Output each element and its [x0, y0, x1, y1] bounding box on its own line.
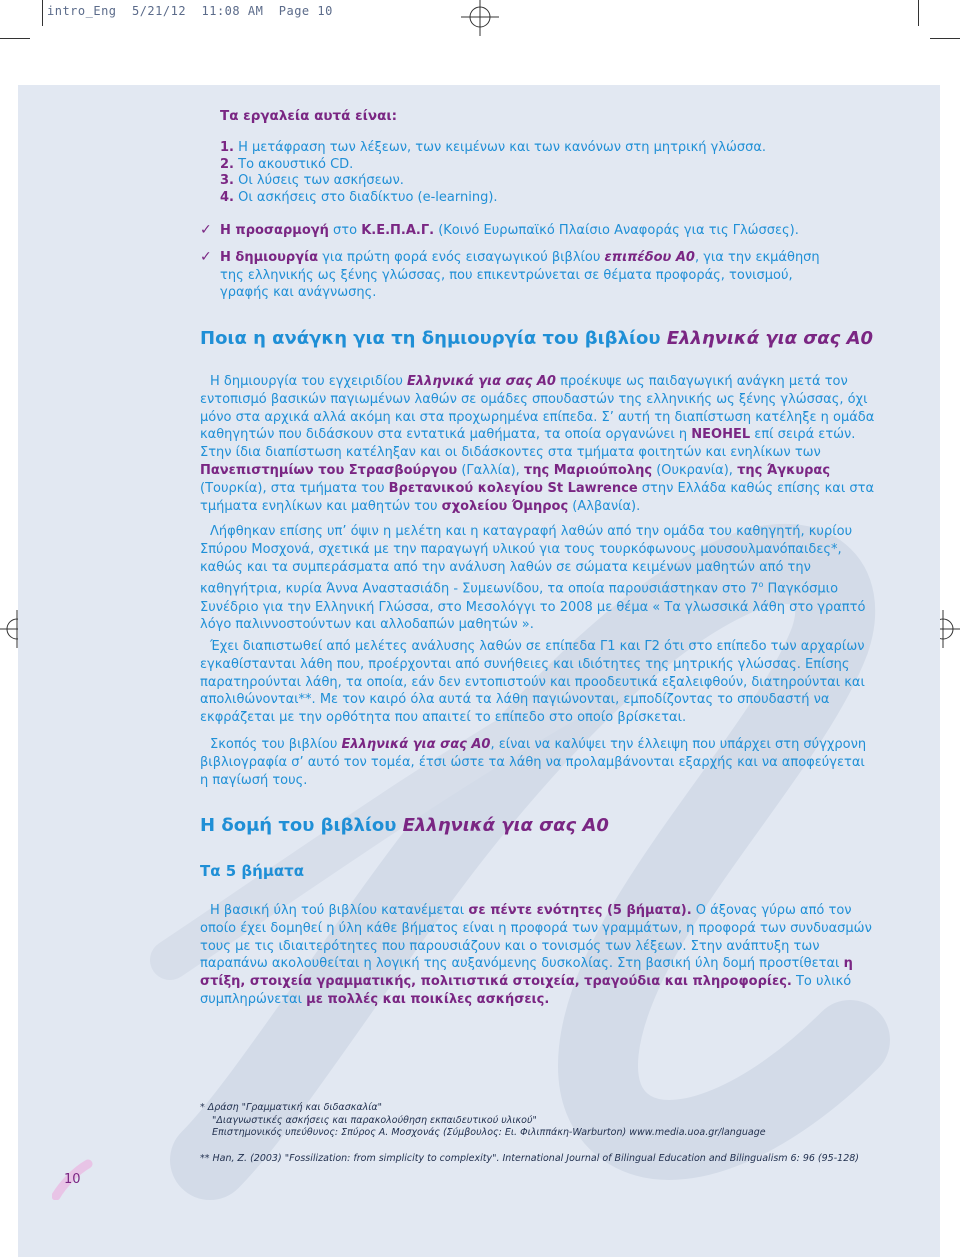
print-slug: intro_Eng 5/21/12 11:08 AM Page 10 — [47, 4, 333, 18]
checkmark-icon: ✓ — [200, 249, 212, 265]
list-text: Οι λύσεις των ασκήσεων. — [238, 173, 404, 188]
list-text: Το ακουστικό CD. — [238, 156, 354, 172]
list-item — [220, 157, 766, 174]
check-item-creation — [200, 249, 840, 302]
crop-mark — [0, 38, 30, 39]
crop-mark — [930, 38, 960, 39]
paragraph-errors: Έχει διαπιστωθεί από μελέτες ανάλυσης λαθών σε επίπεδα Γ1 και Γ2 ότι στο επίπεδο των αρχαρίων εγκαθίστανται λάθη που, προέρχονται από συνήθειες και ιδιότητες της μητρικής γλώσσας. Επίσης παρατηρούνται λάθη, τα οποία, εάν δεν εντοπιστούν και προοδευτικά εξαλειφθούν, διατηρούνται και απολιθώνονται**. Με τον καιρό όλα αυτά τα λάθη παγιώνονται, εμποδίζοντας το σπουδαστή να εκφράζεται με την ορθότητα που απαιτεί το επίπεδο στο οποίο βρίσκεται. — [200, 639, 865, 726]
footnote-1-line-3: Επιστημονικός υπεύθυνος: Σπύρος Α. Μοσχονάς (Σύμβουλος: Ει. Φιλιππάκη-Warburton) www.media.uoa.gr/language — [212, 1127, 766, 1138]
list-number: 3. — [220, 173, 234, 188]
paragraph-origin: Η δημιουργία του εγχειριδίου Ελληνικά για σας Α0 προέκυψε ως παιδαγωγική ανάγκη μετά τον εντοπισμό βασικών παγιωμένων λαθών σε ομάδες σπουδαστών της ελληνικής ως ξένης γλώσσας, όχι μόνο στα αρχικά αλλά ακόμη και στα προχωρημένα επίπεδα. Σ’ αυτή τη διαπίστωση κατέληξε η ομάδα καθηγητών που διδάσκουν στα εντατικά μαθήματα, τα οποία οργανώνει η NEOHEL επί σειρά ετών. Στην ίδια διαπίστωση κατέληξαν και οι διδάσκοντες στα τμήματα φοιτητών και ενηλίκων των Πανεπιστημίων του Στρασβούργου (Γαλλία), της Μαριούπολης (Ουκρανία), της Άγκυρας (Τουρκία), στα τμήματα του Βρετανικού κολεγίου St Lawrence στην Ελλάδα καθώς επίσης και στα τμήματα ενηλίκων και μαθητών του σχολείου Όμηρος (Αλβανία). — [200, 374, 875, 514]
list-item — [220, 190, 766, 207]
tools-list — [220, 140, 766, 206]
registration-mark-icon — [461, 0, 499, 36]
paragraph-studies: Λήφθηκαν επίσης υπ’ όψιν η μελέτη και η καταγραφή λαθών από την ομάδα του καθηγητή, κυρίου Σπύρου Μοσχονά, σχετικά με την παραγωγή υλικού για τους τουρκόφωνους μουσουλμανόπαιδες*, καθώς και τα συμπεράσματα από την ανάλυση λαθών σε σώματα κειμένων μαθητών από την καθηγήτρια, κυρία Άννα Αναστασιάδη - Συμεωνίδου, τα οποία παρουσιάστηκαν στο $7^o$ Παγκόσμιο Συνέδριο για την Ελληνική Γλώσσα, στο Μεσολόγγι το 2008 με θέμα « Τα γλωσσικά λάθη στο γραπτό λόγο παλιννοστούντων και αλλοδαπών μαθητών ». — [200, 524, 866, 633]
tools-heading: Τα εργαλεία αυτά είναι: — [220, 108, 398, 124]
crop-mark — [42, 0, 43, 26]
footnote-1: * Δράση "Γραμματική και διδασκαλία" — [200, 1102, 383, 1113]
check-item-adaptation — [200, 222, 860, 240]
list-item — [220, 173, 766, 190]
list-text: Η μετάφραση των λέξεων, των κειμένων και των κανόνων στη μητρική γλώσσα. — [238, 140, 767, 155]
check-text: Η προσαρμογή στο Κ.Ε.Π.Α.Γ. (Κοινό Ευρωπαϊκό Πλαίσιο Αναφοράς για τις Γλώσσες). — [220, 223, 799, 238]
paragraph-purpose: Σκοπός του βιβλίου Ελληνικά για σας Α0, είναι να καλύψει την έλλειψη που υπάρχει στη σύγχρονη βιβλιογραφία σ’ αυτό τον τομέα, έτσι ώστε τα λάθη να προλαμβάνονται εξαρχής και να αποφεύγεται η παγίωσή τους. — [200, 737, 867, 788]
crop-mark — [918, 0, 919, 26]
page-number: 10 — [64, 1172, 81, 1187]
list-number: 4. — [220, 189, 234, 205]
paragraph-structure: Η βασική ύλη τού βιβλίου κατανέμεται σε πέντε ενότητες (5 βήματα). Ο άξονας γύρω από τον οποίο έχει δομηθεί η ύλη κάθε βήματος είναι η προφορά των γραμμάτων, η προφορά των συνδυασμών τους με τις ιδιαιτερότητες που παρουσιάζουν και ο τονισμός των λέξεων. Στην ανάπτυξη των παραπάνω ακολουθείται η λογική της αυξανόμενης δυσκολίας. Στη βασική ύλη δομή προστίθεται η στίξη, στοιχεία γραμματικής, πολιτιστικά στοιχεία, τραγούδια και πληροφορίες. Το υλικό συμπληρώνεται με πολλές και ποικίλες ασκήσεις. — [200, 903, 872, 1007]
checkmark-icon: ✓ — [200, 222, 212, 238]
section-title-need: Ποια η ανάγκη για τη δημιουργία του βιβλίου Ελληνικά για σας Α0 — [200, 328, 874, 349]
footnote-2: ** Han, Z. (2003) "Fossilization: from simplicity to complexity". International Journal of Bilingual Education and Bilingualism 6: 96 (95-128) — [200, 1152, 859, 1164]
list-number: 1. — [220, 140, 234, 155]
list-item — [220, 140, 766, 157]
footnotes — [200, 1102, 859, 1165]
section-title-structure: Η δομή του βιβλίου Ελληνικά για σας Α0 — [200, 815, 609, 836]
subsection-title-steps: Τα 5 βήματα — [200, 862, 305, 880]
check-text: Η δημιουργία για πρώτη φορά ενός εισαγωγικού βιβλίου επιπέδου Α0, για την εκμάθηση της ελληνικής ως ξένης γλώσσας, που επικεντρώνεται σε θέματα προφοράς, τονισμού, γραφής και ανάγνωσης. — [220, 250, 820, 300]
list-text: Οι ασκήσεις στο διαδίκτυο (e-learning). — [238, 189, 498, 205]
footnote-1-line-2: "Διαγνωστικές ασκήσεις και παρακολούθηση εκπαιδευτικού υλικού" — [212, 1114, 537, 1126]
list-number: 2. — [220, 156, 234, 172]
